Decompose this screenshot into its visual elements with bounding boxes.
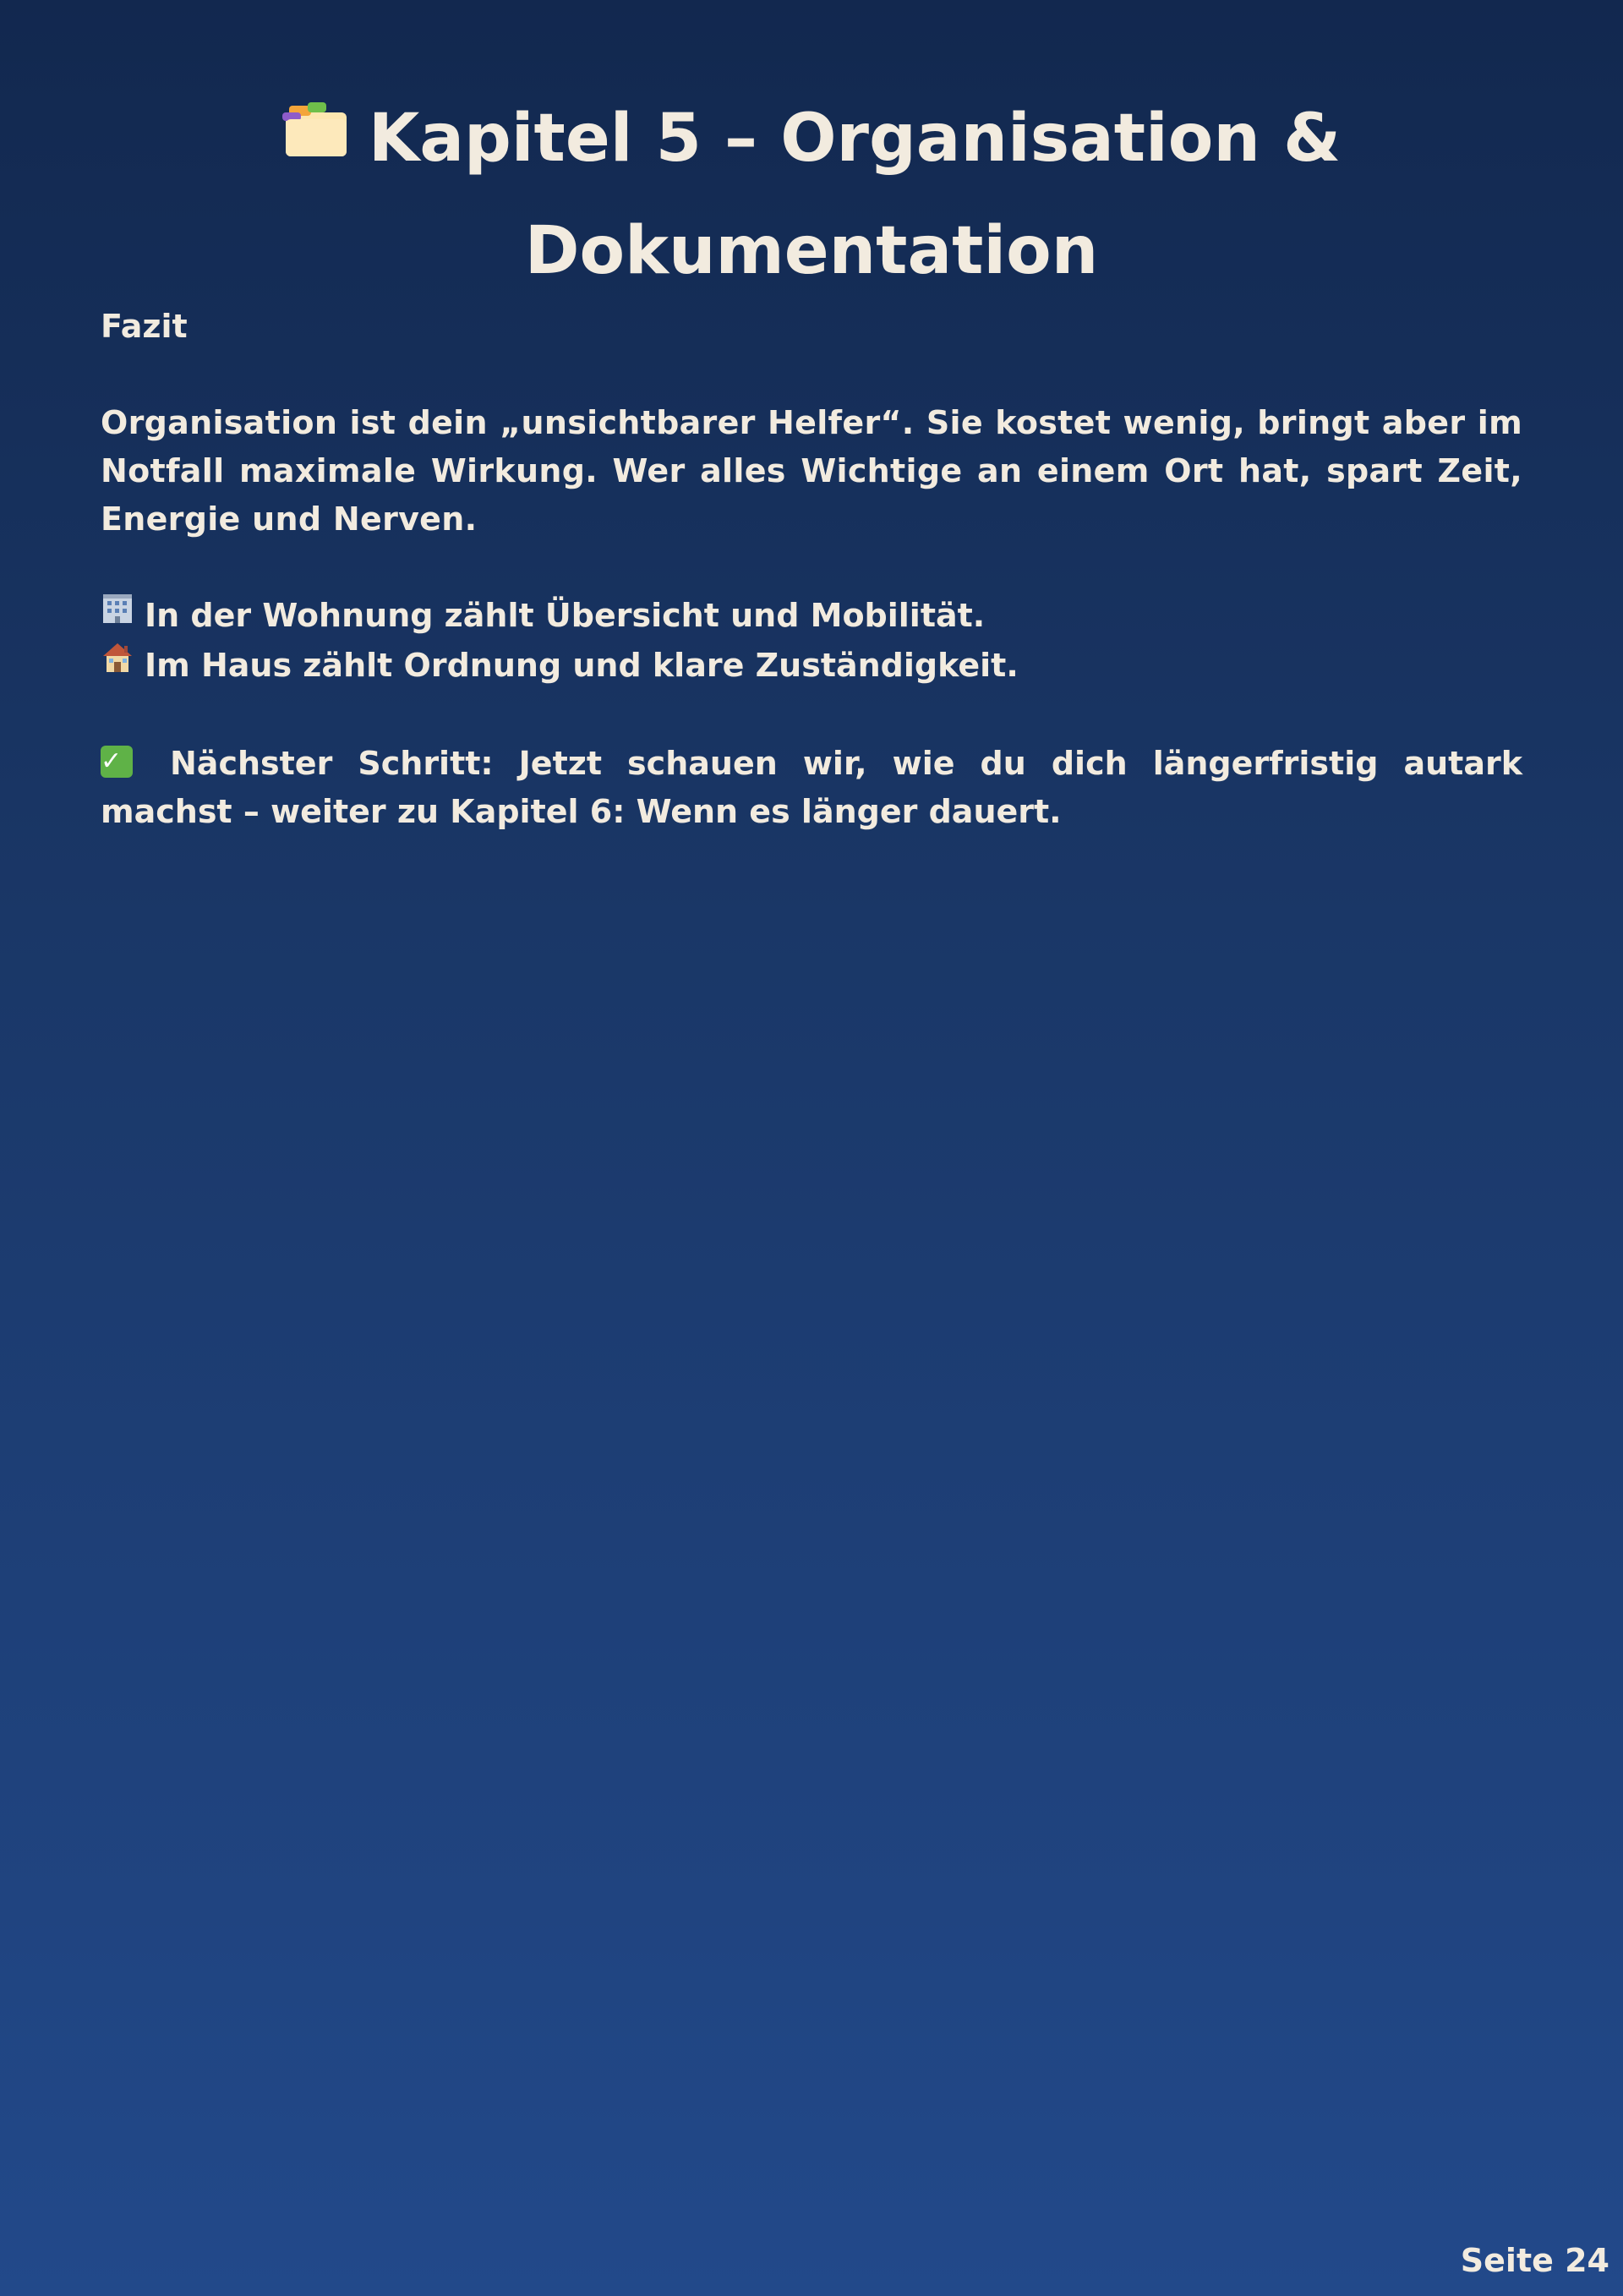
list-item-text: Im Haus zählt Ordnung und klare Zuständigkeit. xyxy=(145,647,1019,684)
next-step-text: Nächster Schritt: Jetzt schauen wir, wie du dich längerfristig autark machst – weiter zu Kapitel 6: Wenn es länger dauert. xyxy=(101,745,1522,830)
page-number: Seite 24 xyxy=(1460,2242,1609,2279)
page-title xyxy=(254,85,1369,305)
content-body xyxy=(101,303,1522,836)
title-line-2: Dokumentation xyxy=(524,212,1099,289)
next-step-paragraph xyxy=(101,740,1522,836)
house-icon xyxy=(101,640,134,688)
summary-paragraph: Organisation ist dein „unsichtbarer Helfer“. Sie kostet wenig, bringt aber im Notfall maximale Wirkung. Wer alles Wichtige an einem Ort hat, spart Zeit, Energie und Nerven. xyxy=(101,404,1522,538)
check-mark-button-icon: ✓ xyxy=(101,746,133,778)
office-building-icon xyxy=(101,590,134,638)
section-heading: Fazit xyxy=(101,308,188,345)
card-index-dividers-icon xyxy=(282,82,350,190)
list-item xyxy=(101,642,1522,692)
list-item-text: In der Wohnung zählt Übersicht und Mobilität. xyxy=(145,597,986,634)
list-item xyxy=(101,592,1522,642)
title-line-1: Kapitel 5 – Organisation & xyxy=(368,101,1342,177)
